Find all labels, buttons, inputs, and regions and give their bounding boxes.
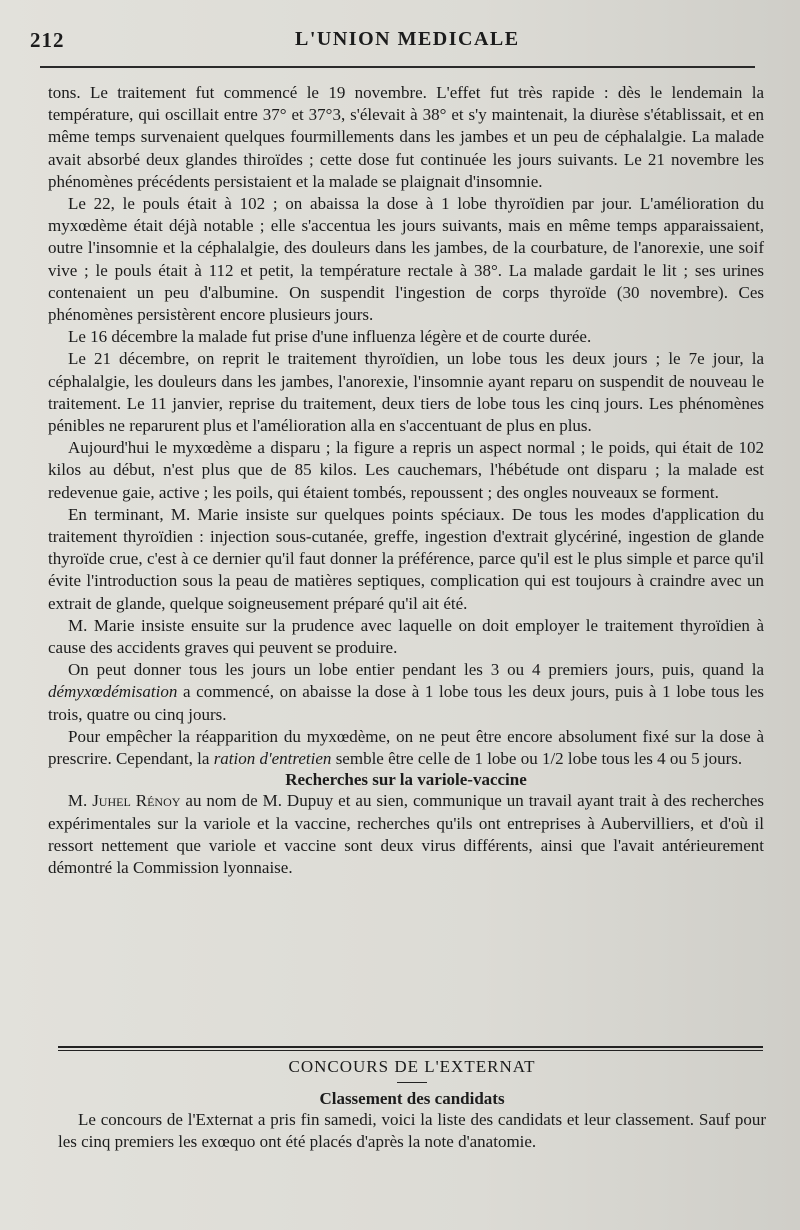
paragraph-8-italic: démyxœdémisation	[48, 682, 178, 702]
paragraph-2: Le 22, le pouls était à 102 ; on abaissa la dose à 1 lobe thyroïdien par jour. L'amélioration du myxœdème était déjà notable ; elle s'accentua les jours suivants, mais en même temps apparaissaient, outre l'insomnie et la céphalalgie, des douleurs dans les jambes, de la courbature, de l'anorexie, une soif vive ; le pouls était à 112 et petit, la température rectale à 38°. La malade gardait le lit ; ses urines contenaient un peu d'albumine. On suspendit l'ingestion de corps thyroïde (30 novembre). Ces phénomènes persistèrent encore plusieurs jours.	[48, 194, 764, 325]
paragraph-7: M. Marie insiste ensuite sur la prudence avec laquelle on doit employer le traitement thyroïdien à cause des accidents graves qui peuvent se produire.	[48, 615, 764, 658]
header-rule	[40, 66, 755, 68]
variole-text: au nom de M. Dupuy et au sien, communique un travail ayant trait à des recherches expérimentales sur la variole et la vaccine, recherches qu'ils ont entreprises à Aubervilliers, et d'où il ressort nettement que variole et vaccine sont deux virus différents, ainsi que l'avait antérieurement démontré la Commission lyonnaise.	[48, 791, 765, 877]
section-subheading: Recherches sur la variole-vaccine	[285, 770, 527, 790]
article-body	[48, 82, 764, 879]
paragraph-8-start: On peut donner tous les jours un lobe entier pendant les 3 ou 4 premiers jours, puis, quand la	[68, 660, 764, 680]
paragraph-6: En terminant, M. Marie insiste sur quelques points spéciaux. De tous les modes d'application du traitement thyroïdien : injection sous-cutanée, greffe, ingestion d'extrait glycériné, ingestion de glande thyroïde crue, c'est à ce dernier qu'il faut donner la préférence, parce qu'il est le plus simple et parce qu'il évite l'introduction sous la peau de matières septiques, complication qui est toujours à craindre avec un extrait de glande, quelque soigneusement préparé qu'il ait été.	[48, 504, 764, 613]
paragraph-5: Aujourd'hui le myxœdème a disparu ; la figure a repris un aspect normal ; le poids, qui était de 102 kilos au début, n'est plus que de 85 kilos. Les cauchemars, l'hébétude ont disparu ; la malade est redevenue gaie, active ; les poils, qui étaient tombés, repoussent ; des ongles nouveaux se forment.	[48, 438, 764, 502]
paragraph-9-italic: ration d'entretien	[213, 749, 332, 769]
paragraph-4: Le 21 décembre, on reprit le traitement thyroïdien, un lobe tous les deux jours ; le 7e jour, la céphalalgie, les douleurs dans les jambes, l'anorexie, l'insomnie ayant reparu on suspendit de nouveau le traitement. Le 11 janvier, reprise du traitement, deux tiers de lobe tous les cinq jours. Les phénomènes pénibles ne reparurent plus et l'amélioration alla en s'accentuant de plus en plus.	[48, 349, 764, 436]
externat-section	[58, 1052, 766, 1153]
paragraph-8	[48, 659, 764, 726]
paragraph-9	[48, 726, 764, 770]
paragraph-9-end: semble être celle de 1 lobe ou 1/2 lobe tous les 4 ou 5 jours.	[331, 749, 743, 769]
author-name: M. Juhel Rénoy	[67, 791, 181, 811]
paragraph-1: tons. Le traitement fut commencé le 19 novembre. L'effet fut très rapide : dès le lendemain la température, qui oscillait entre 37° et 37°3, s'élevait à 38° et s'y maintenait, la diurèse s'établissait, et en même temps survenaient quelques fourmillements dans les jambes et un peu de céphalalgie. La malade avait absorbé deux glandes thiroïdes ; cette dose fut continuée les jours suivants. Le 21 novembre les phénomènes précédents persistaient et la malade se plaignait d'insomnie.	[48, 83, 764, 191]
page-header	[30, 28, 740, 54]
paragraph-3: Le 16 décembre la malade fut prise d'une influenza légère et de courte durée.	[68, 327, 592, 347]
paragraph-9-start: Pour empêcher la réapparition du myxœdème, on ne peut être encore absolument fixé sur la dose à prescrire. Cependant, la	[48, 726, 764, 769]
section-divider	[58, 1046, 763, 1051]
page-number: 212	[30, 28, 65, 52]
externat-title: CONCOURS DE L'EXTERNAT	[288, 1057, 536, 1076]
externat-subtitle: Classement des candidats	[319, 1089, 505, 1108]
paragraph-8-end: a commencé, on abaisse la dose à 1 lobe tous les deux jours, puis à 1 lobe tous les trois, quatre ou cinq jours.	[48, 682, 764, 724]
externat-text: Le concours de l'Externat a pris fin samedi, voici la liste des candidats et leur classement. Sauf pour les cinq premiers les exœquo ont été placés d'après la note d'anatomie.	[58, 1110, 766, 1151]
variole-paragraph	[48, 790, 764, 879]
running-title: L'UNION MEDICALE	[295, 28, 520, 50]
title-rule	[397, 1082, 427, 1083]
